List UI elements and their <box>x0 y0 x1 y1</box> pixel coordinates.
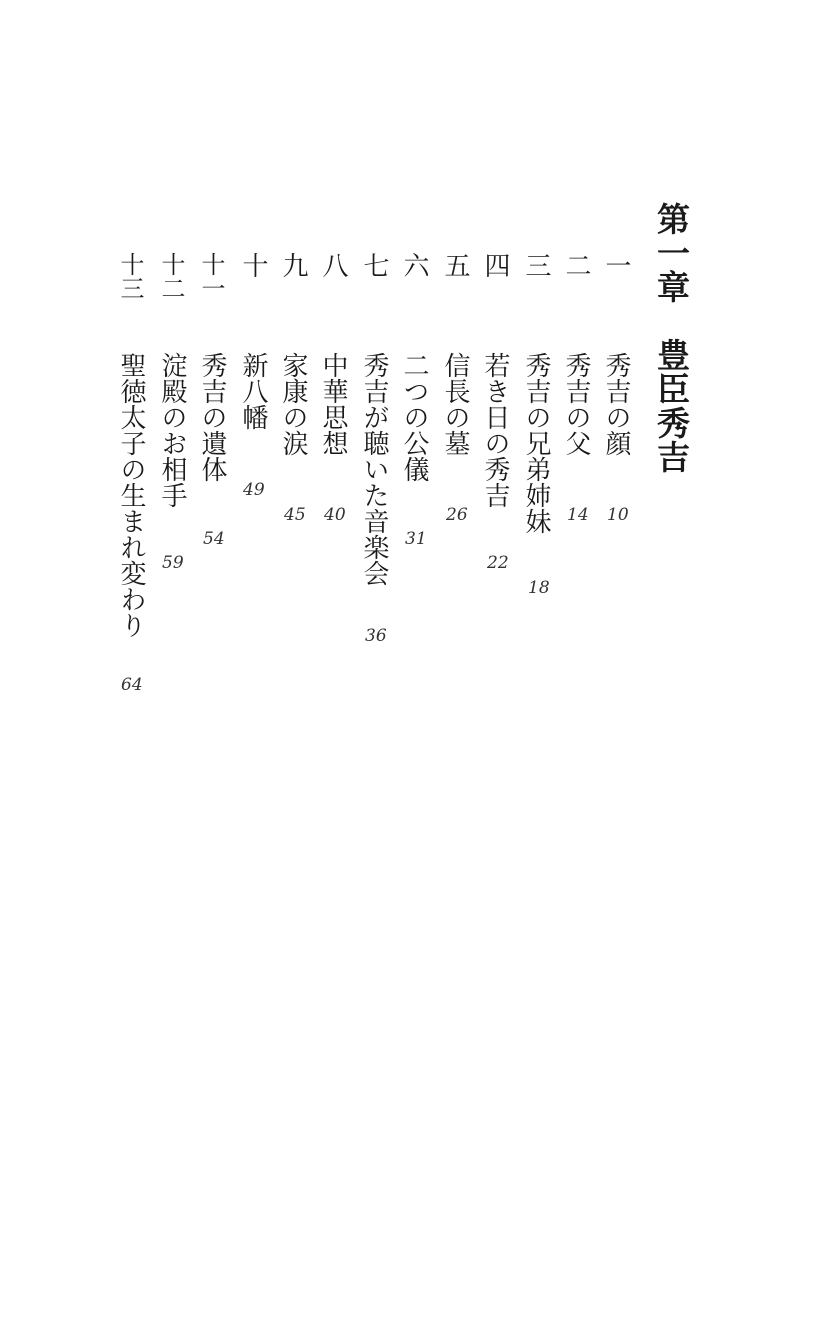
entry-page-number: 45 <box>284 505 306 525</box>
entry-page-number: 31 <box>405 529 427 549</box>
entry-title[interactable]: 秀吉の兄弟姉妹 <box>521 352 551 534</box>
entry-title[interactable]: 秀吉の顔 <box>601 352 631 456</box>
entry-title[interactable]: 聖徳太子の生まれ変わり <box>116 352 146 638</box>
entry-title[interactable]: 淀殿のお相手 <box>157 352 187 508</box>
entry-number: 十 <box>238 252 268 278</box>
entry-number: 二 <box>561 252 591 278</box>
entry-page-number: 40 <box>324 505 346 525</box>
entry-title[interactable]: 秀吉が聴いた音楽会 <box>359 352 389 586</box>
entry-page-number: 18 <box>528 578 550 598</box>
entry-page-number: 10 <box>607 505 629 525</box>
entry-number: 三 <box>521 252 551 278</box>
entry-number: 八 <box>318 252 348 278</box>
entry-number: 十三 <box>116 252 144 300</box>
entry-number: 六 <box>399 252 429 278</box>
entry-page-number: 22 <box>487 553 509 573</box>
entry-number: 一 <box>601 252 631 278</box>
entry-page-number: 59 <box>162 553 184 573</box>
entry-title[interactable]: 中華思想 <box>318 352 348 456</box>
entry-title[interactable]: 新八幡 <box>238 352 268 430</box>
entry-number: 四 <box>480 252 510 278</box>
entry-page-number: 54 <box>203 529 225 549</box>
entry-title[interactable]: 若き日の秀吉 <box>480 352 510 508</box>
entry-number: 十一 <box>197 252 225 300</box>
entry-page-number: 36 <box>365 626 387 646</box>
entry-title[interactable]: 信長の墓 <box>440 352 470 456</box>
entry-page-number: 64 <box>121 675 143 695</box>
entry-title[interactable]: 秀吉の父 <box>561 352 591 456</box>
entry-page-number: 49 <box>243 480 265 500</box>
entry-title[interactable]: 家康の涙 <box>278 352 308 456</box>
entry-number: 七 <box>359 252 389 278</box>
entry-page-number: 14 <box>567 505 589 525</box>
chapter-title: 第一章 豊臣秀吉 <box>652 202 691 474</box>
entry-number: 九 <box>278 252 308 278</box>
entry-number: 五 <box>440 252 470 278</box>
entry-page-number: 26 <box>446 505 468 525</box>
entry-title[interactable]: 二つの公儀 <box>399 352 429 482</box>
entry-number: 十二 <box>157 252 185 300</box>
entry-title[interactable]: 秀吉の遺体 <box>197 352 227 482</box>
